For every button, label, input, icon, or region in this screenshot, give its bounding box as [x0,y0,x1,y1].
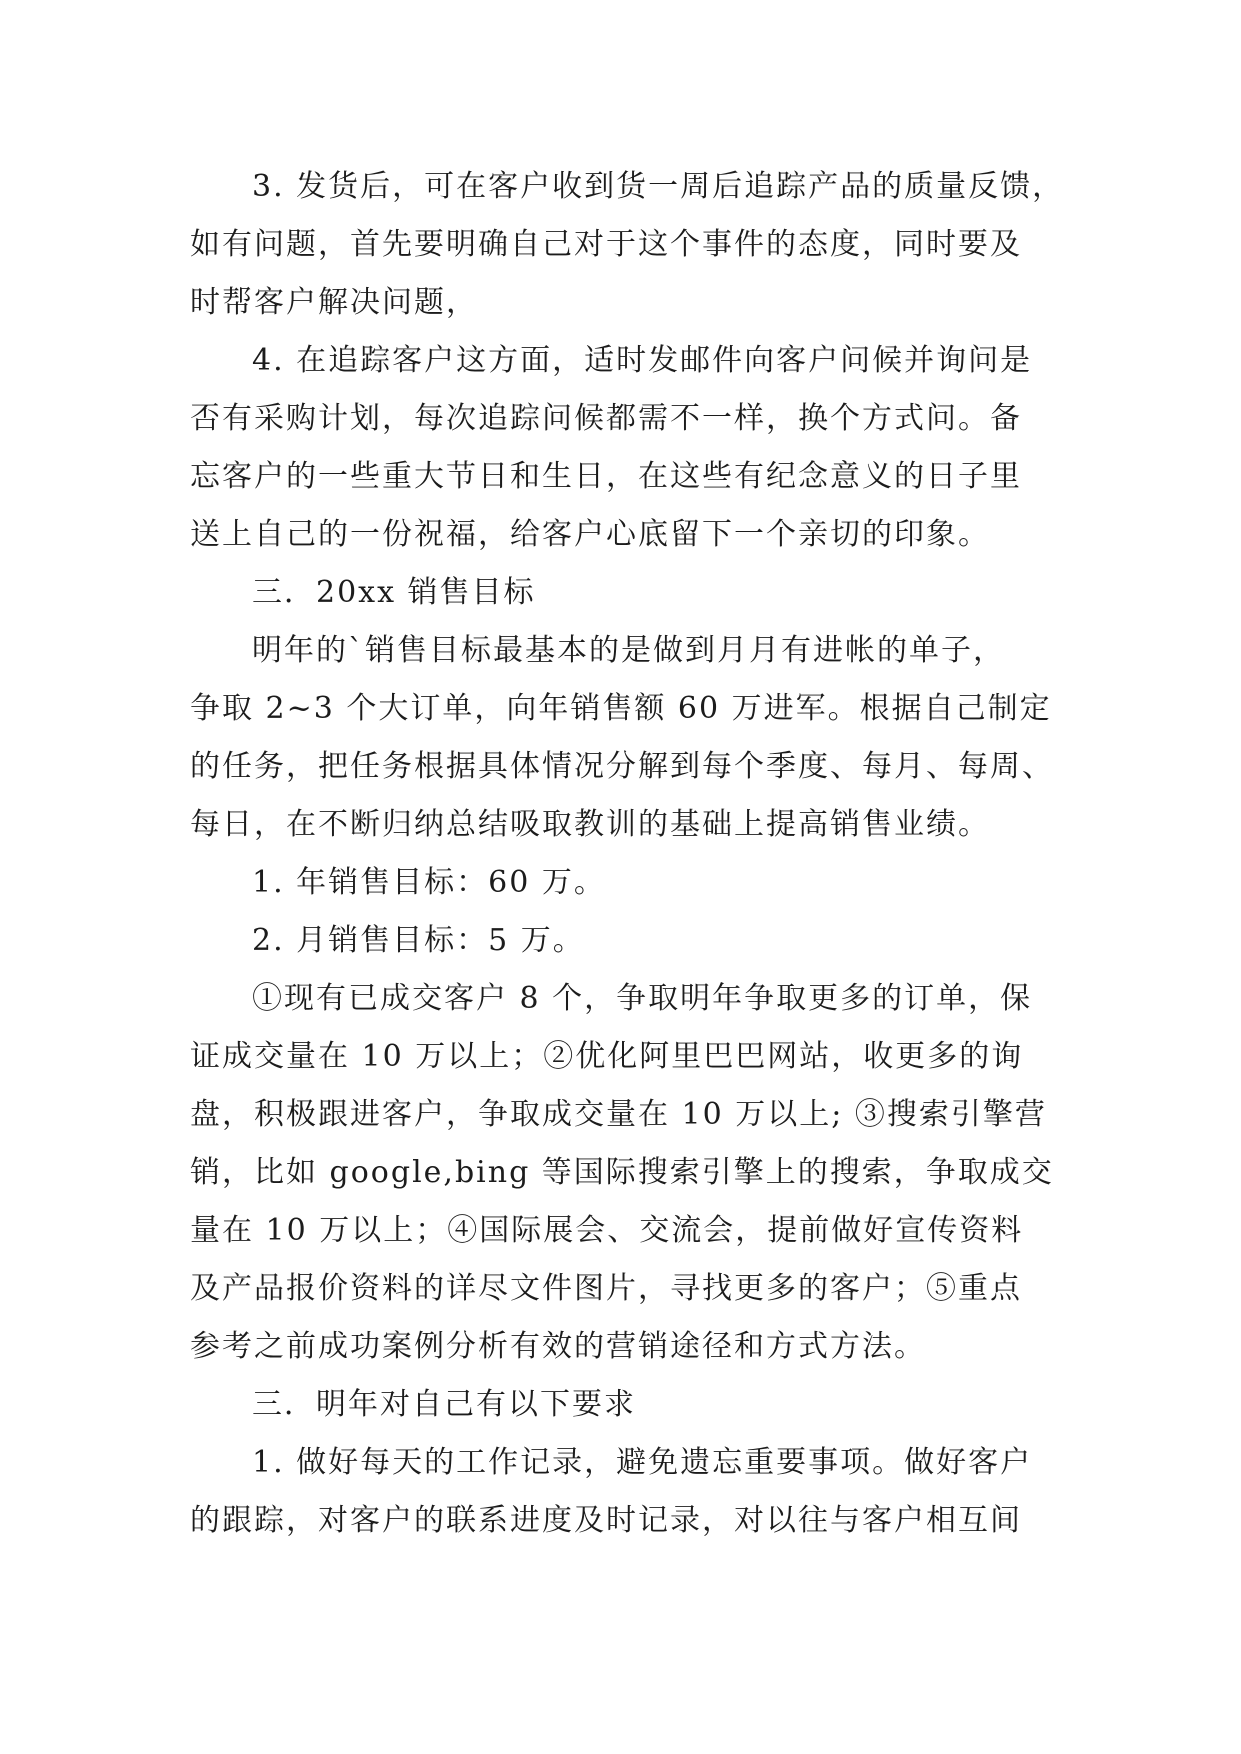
text-line: 4. 在追踪客户这方面，适时发邮件向客户问候并询问是 [252,343,1033,378]
text-line: 三．明年对自己有以下要求 [252,1387,636,1422]
text-line: 的任务，把任务根据具体情况分解到每个季度、每月、每周、 [190,749,1054,784]
text-line: 证成交量在 10 万以上；②优化阿里巴巴网站，收更多的询 [190,1039,1024,1074]
text-line: 送上自己的一份祝福，给客户心底留下一个亲切的印象。 [190,517,990,552]
text-line: 1. 年销售目标：60 万。 [252,865,606,900]
text-line: 及产品报价资料的详尽文件图片，寻找更多的客户；⑤重点 [190,1271,1022,1306]
text-line: 销，比如 google,bing 等国际搜索引擎上的搜索，争取成交 [190,1155,1054,1190]
text-line: 的跟踪，对客户的联系进度及时记录，对以往与客户相互间 [190,1503,1022,1538]
text-line: 三．20xx 销售目标 [252,575,536,610]
text-line: 忘客户的一些重大节日和生日，在这些有纪念意义的日子里 [190,459,1022,494]
text-line: 3. 发货后，可在客户收到货一周后追踪产品的质量反馈， [252,169,1065,204]
text-line: 时帮客户解决问题， [190,285,478,320]
document-body [190,158,1070,1550]
text-line: 盘，积极跟进客户，争取成交量在 10 万以上; ③搜索引擎营 [190,1097,1047,1132]
text-line: 争取 2~3 个大订单，向年销售额 60 万进军。根据自己制定 [190,691,1052,726]
text-line: 参考之前成功案例分析有效的营销途径和方式方法。 [190,1329,926,1364]
text-line: 明年的`销售目标最基本的是做到月月有进帐的单子， [252,633,1005,668]
text-line: 1. 做好每天的工作记录，避免遗忘重要事项。做好客户 [252,1445,1033,1480]
text-line: 如有问题，首先要明确自己对于这个事件的态度，同时要及 [190,227,1022,262]
text-line: 2. 月销售目标：5 万。 [252,923,585,958]
text-line: 每日，在不断归纳总结吸取教训的基础上提高销售业绩。 [190,807,990,842]
text-line: ①现有已成交客户 8 个，争取明年争取更多的订单，保 [252,981,1033,1016]
text-line: 量在 10 万以上；④国际展会、交流会，提前做好宣传资料 [190,1213,1024,1248]
text-line: 否有采购计划，每次追踪问候都需不一样，换个方式问。备 [190,401,1022,436]
